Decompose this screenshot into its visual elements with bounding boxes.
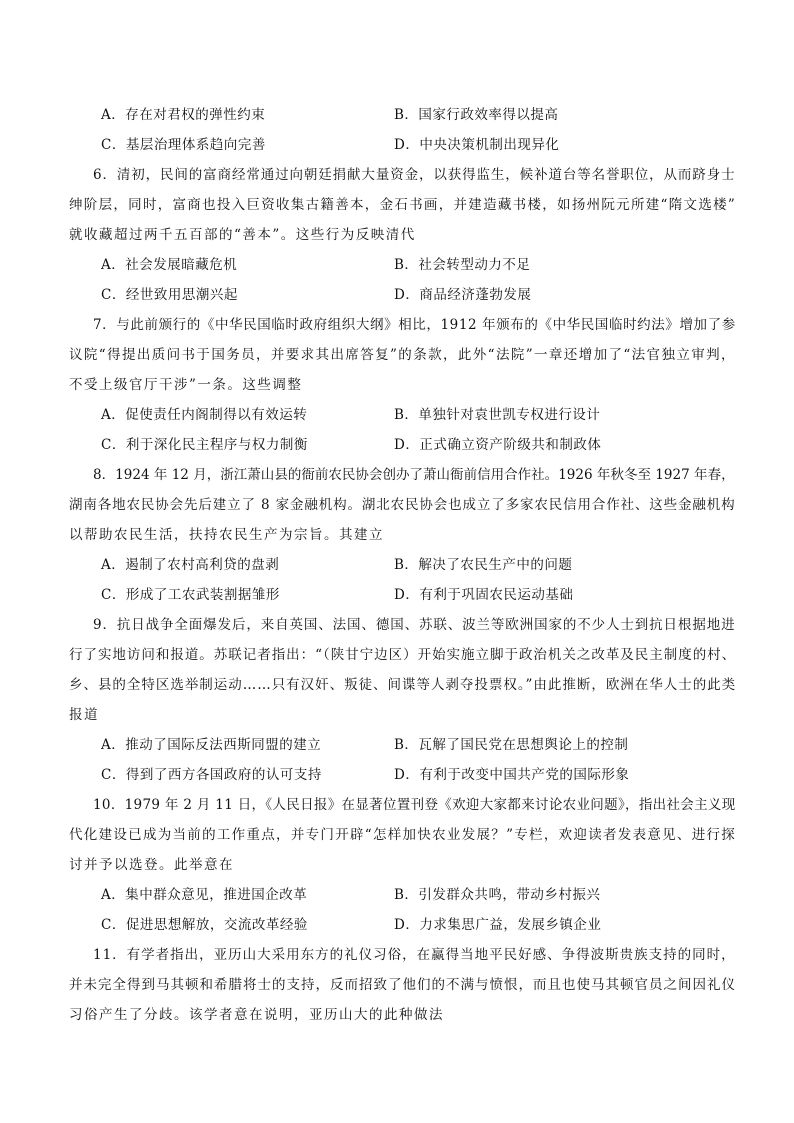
question-8-line-1: 8．1924 年 12 月，浙江萧山县的衙前农民协会创办了萧山衙前信用合作社。1926 年秋冬至 1927 年春， [93,467,735,483]
question-9-line-2: 行了实地访问和报道。苏联记者指出：“（陕甘宁边区）开始实施立脚于政治机关之改革及民主制度的村、 [69,647,737,663]
question-6-line-2: 绅阶层，同时，富商也投入巨资收集古籍善本，金石书画，并建造藏书楼，如扬州阮元所建“隋文选楼” [69,197,737,213]
question-8-line-3: 以帮助农民生活，扶持农民生产为宗旨。其建立 [69,527,384,543]
question-9-line-4: 报道 [69,707,99,723]
q7-option-a[interactable]: A．促使责任内阁制得以有效运转 [101,407,308,423]
question-7-line-3: 不受上级官厅干涉”一条。这些调整 [69,377,303,393]
q8-options-row-2 [101,584,741,606]
q6-option-a[interactable]: A．社会发展暗藏危机 [101,257,238,273]
question-11-line-1: 11．有学者指出，亚历山大采用东方的礼仪习俗，在赢得当地平民好感、争得波斯贵族支持的同时， [93,947,736,963]
question-6-line-1: 6．清初，民间的富商经常通过向朝廷捐献大量资金，以获得监生，候补道台等名誉职位，从而跻身士 [93,167,736,183]
question-9-line-1: 9．抗日战争全面爆发后，来自英国、法国、德国、苏联、波兰等欧洲国家的不少人士到抗日根据地进 [93,617,736,633]
q6-option-b[interactable]: B．社会转型动力不足 [394,257,531,273]
q10-option-b[interactable]: B．引发群众共鸣，带动乡村振兴 [394,887,601,903]
q9-options-row-1 [101,734,741,756]
q7-option-c[interactable]: C．利于深化民主程序与权力制衡 [101,437,308,453]
q10-options-row-1 [101,884,741,906]
q6-options-row-1 [101,254,741,276]
q7-option-b[interactable]: B．单独针对袁世凯专权进行设计 [394,407,601,423]
q5-option-c[interactable]: C．基层治理体系趋向完善 [101,137,266,153]
q10-option-c[interactable]: C．促进思想解放，交流改革经验 [101,917,308,933]
question-11-line-3: 习俗产生了分歧。该学者意在说明，亚历山大的此种做法 [69,1007,444,1023]
q7-options-row-1 [101,404,741,426]
q5-options-row-2 [101,134,741,156]
q9-option-c[interactable]: C．得到了西方各国政府的认可支持 [101,767,322,783]
q9-option-b[interactable]: B．瓦解了国民党在思想舆论上的控制 [394,737,629,753]
q7-option-d[interactable]: D．正式确立资产阶级共和制政体 [394,437,602,453]
q9-option-d[interactable]: D．有利于改变中国共产党的国际形象 [394,767,630,783]
q8-option-b[interactable]: B．解决了农民生产中的问题 [394,557,573,573]
q5-option-a[interactable]: A．存在对君权的弹性约束 [101,107,266,123]
question-7-line-2: 议院“得提出质问书于国务员，并要求其出席答复”的条款，此外“法院”一章还增加了“法官独立审判， [69,347,736,363]
question-8-line-2: 湖南各地农民协会先后建立了 8 家金融机构。湖北农民协会也成立了多家农民信用合作社、这些金融机构 [69,497,736,513]
q8-options-row-1 [101,554,741,576]
question-11-line-2: 并未完全得到马其顿和希腊将士的支持，反而招致了他们的不满与愤恨，而且也使马其顿官员之间因礼仪 [69,977,736,993]
q8-option-a[interactable]: A．遏制了农村高利贷的盘剥 [101,557,280,573]
q9-options-row-2 [101,764,741,786]
q5-option-b[interactable]: B．国家行政效率得以提高 [394,107,559,123]
question-9-line-3: 乡、县的全特区选举制运动……只有汉奸、叛徒、间谍等人剥夺投票权。”由此推断，欧洲在华人士的此类 [69,677,737,693]
q6-option-d[interactable]: D．商品经济蓬勃发展 [394,287,532,303]
question-10-line-1: 10．1979 年 2 月 11 日，《人民日报》在显著位置刊登《欢迎大家都来讨论农业问题》，指出社会主义现 [93,797,736,813]
q6-option-c[interactable]: C．经世致用思潮兴起 [101,287,238,303]
question-6-line-3: 就收藏超过两千五百部的“善本”。这些行为反映清代 [69,227,416,243]
q7-options-row-2 [101,434,741,456]
question-10-line-2: 代化建设已成为当前的工作重点，并专门开辟“怎样加快农业发展？”专栏，欢迎读者发表意见、进行探 [69,827,737,843]
q8-option-d[interactable]: D．有利于巩固农民运动基础 [394,587,574,603]
question-7-line-1: 7．与此前颁行的《中华民国临时政府组织大纲》相比，1912 年颁布的《中华民国临时约法》增加了参 [93,317,736,333]
q10-option-d[interactable]: D．力求集思广益，发展乡镇企业 [394,917,602,933]
q6-options-row-2 [101,284,741,306]
q10-options-row-2 [101,914,741,936]
question-10-line-3: 讨并予以选登。此举意在 [69,857,234,873]
q5-options-row-1 [101,104,741,126]
q5-option-d[interactable]: D．中央决策机制出现异化 [394,137,560,153]
q10-option-a[interactable]: A．集中群众意见，推进国企改革 [101,887,308,903]
q8-option-c[interactable]: C．形成了工农武装割据雏形 [101,587,280,603]
q9-option-a[interactable]: A．推动了国际反法西斯同盟的建立 [101,737,322,753]
